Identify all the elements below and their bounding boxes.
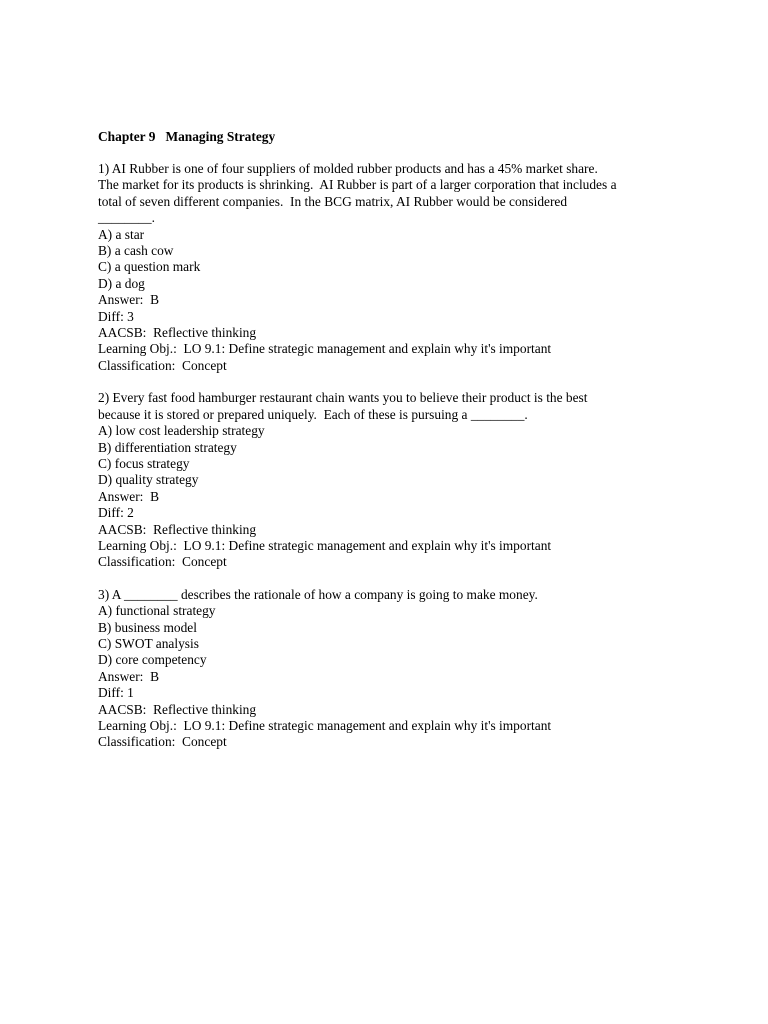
- question-1: [98, 161, 678, 374]
- question-2-stem-line: because it is stored or prepared uniquely. Each of these is pursuing a ________.: [98, 406, 528, 422]
- question-3-classification: Classification: Concept: [98, 734, 227, 750]
- question-1-option-d: D) a dog: [98, 275, 145, 291]
- chapter-title: Chapter 9 Managing Strategy: [98, 129, 276, 144]
- question-1-option-b: B) a cash cow: [98, 243, 174, 259]
- question-1-learning-obj: Learning Obj.: LO 9.1: Define strategic management and explain why it's important: [98, 341, 552, 357]
- question-2: [98, 390, 678, 570]
- question-2-stem-line: 2) Every fast food hamburger restaurant chain wants you to believe their product is the best: [98, 390, 588, 406]
- question-2-classification: Classification: Concept: [98, 554, 227, 570]
- question-2-option-d: D) quality strategy: [98, 472, 199, 488]
- question-2-learning-obj: Learning Obj.: LO 9.1: Define strategic management and explain why it's important: [98, 537, 552, 553]
- question-3-aacsb: AACSB: Reflective thinking: [98, 701, 257, 717]
- question-3-option-b: B) business model: [98, 619, 197, 635]
- question-1-answer: Answer: B: [98, 292, 159, 308]
- question-2-option-c: C) focus strategy: [98, 455, 190, 471]
- question-2-aacsb: AACSB: Reflective thinking: [98, 521, 257, 537]
- question-2-option-a: A) low cost leadership strategy: [98, 423, 265, 439]
- question-3-option-c: C) SWOT analysis: [98, 635, 199, 651]
- question-1-stem-line: total of seven different companies. In the BCG matrix, AI Rubber would be considered: [98, 193, 568, 209]
- question-1-classification: Classification: Concept: [98, 357, 227, 373]
- question-1-option-a: A) a star: [98, 226, 145, 242]
- question-1-stem-line: ________.: [98, 210, 155, 226]
- question-3: [98, 587, 678, 751]
- question-3-stem-line: 3) A ________ describes the rationale of how a company is going to make money.: [98, 586, 538, 602]
- question-1-stem-line: The market for its products is shrinking. AI Rubber is part of a larger corporation that includes a: [98, 177, 617, 193]
- question-3-learning-obj: Learning Obj.: LO 9.1: Define strategic management and explain why it's important: [98, 718, 552, 733]
- question-1-stem-line: 1) AI Rubber is one of four suppliers of molded rubber products and has a 45% market share.: [98, 161, 598, 176]
- question-1-aacsb: AACSB: Reflective thinking: [98, 325, 257, 341]
- question-2-diff: Diff: 2: [98, 505, 134, 521]
- question-3-answer: Answer: B: [98, 668, 159, 684]
- question-3-option-d: D) core competency: [98, 652, 207, 668]
- question-3-option-a: A) functional strategy: [98, 603, 216, 619]
- question-1-diff: Diff: 3: [98, 308, 134, 324]
- question-3-diff: Diff: 1: [98, 685, 134, 701]
- question-2-option-b: B) differentiation strategy: [98, 439, 237, 455]
- question-2-answer: Answer: B: [98, 488, 159, 504]
- question-1-option-c: C) a question mark: [98, 259, 201, 275]
- document-page: [98, 128, 678, 751]
